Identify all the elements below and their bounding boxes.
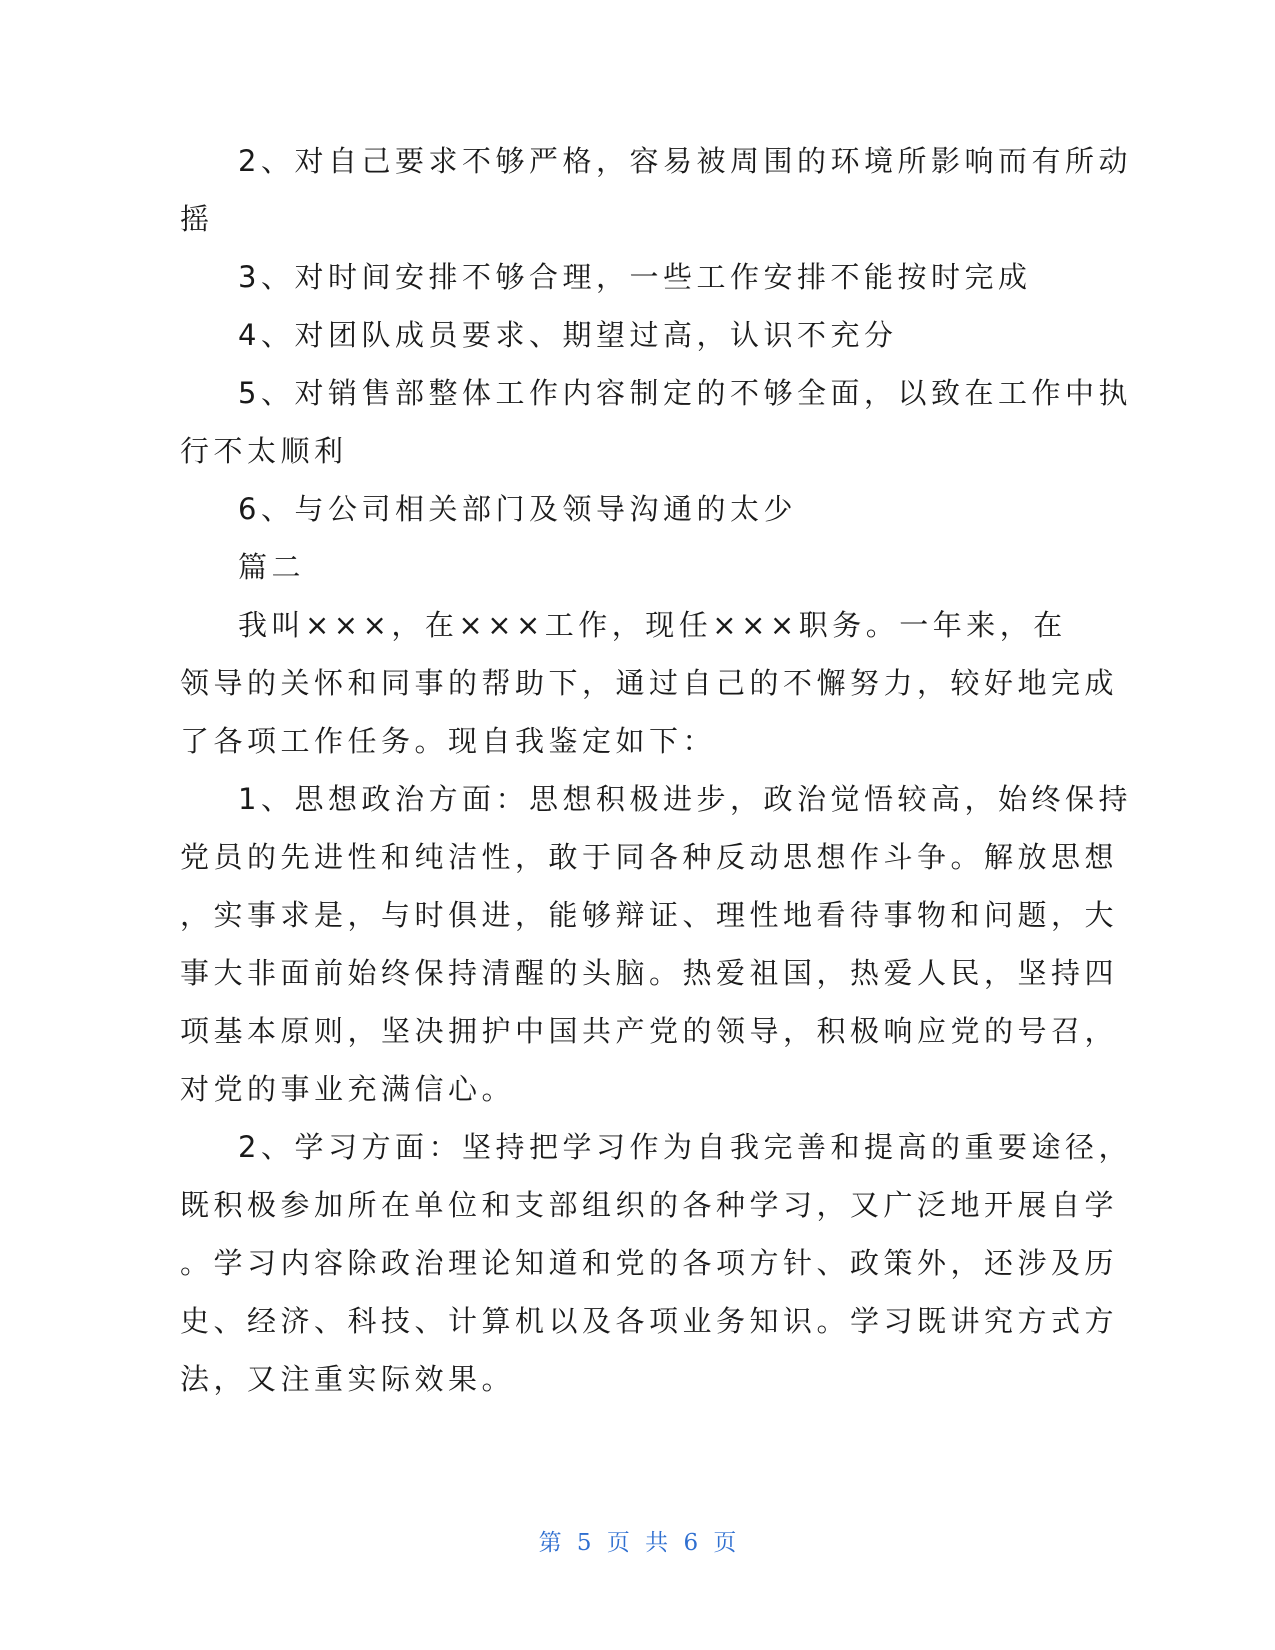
text-line: 行不太顺利 xyxy=(180,434,348,468)
text-line: 对党的事业充满信心。 xyxy=(180,1072,516,1106)
text-line: 。学习内容除政治理论知道和党的各项方针、政策外，还涉及历 xyxy=(180,1246,1119,1280)
page-number-footer: 第 5 页 共 6 页 xyxy=(538,1530,737,1556)
text-line: ，实事求是，与时俱进，能够辩证、理性地看待事物和问题，大 xyxy=(180,898,1119,932)
text-line: 法，又注重实际效果。 xyxy=(180,1362,516,1396)
text-line: 领导的关怀和同事的帮助下，通过自己的不懈努力，较好地完成 xyxy=(180,666,1119,700)
text-line: 既积极参加所在单位和支部组织的各种学习，又广泛地开展自学 xyxy=(180,1188,1119,1222)
text-line: 我叫×××，在×××工作，现任×××职务。一年来，在 xyxy=(238,608,1067,642)
section-heading: 篇二 xyxy=(238,550,306,584)
text-line: 史、经济、科技、计算机以及各项业务知识。学习既讲究方式方 xyxy=(180,1304,1119,1338)
text-line: 1、思想政治方面：思想积极进步，政治觉悟较高，始终保持 xyxy=(238,782,1132,816)
text-line: 6、与公司相关部门及领导沟通的太少 xyxy=(238,492,797,526)
text-line: 2、对自己要求不够严格，容易被周围的环境所影响而有所动 xyxy=(238,144,1132,178)
text-line: 5、对销售部整体工作内容制定的不够全面，以致在工作中执 xyxy=(238,376,1132,410)
text-line: 3、对时间安排不够合理，一些工作安排不能按时完成 xyxy=(238,260,1032,294)
text-line: 2、学习方面：坚持把学习作为自我完善和提高的重要途径， xyxy=(238,1130,1132,1164)
text-line: 4、对团队成员要求、期望过高，认识不充分 xyxy=(238,318,898,352)
text-line: 了各项工作任务。现自我鉴定如下： xyxy=(180,724,717,758)
text-line: 党员的先进性和纯洁性，敢于同各种反动思想作斗争。解放思想 xyxy=(180,840,1119,874)
text-line: 摇 xyxy=(180,202,214,236)
text-line: 项基本原则，坚决拥护中国共产党的领导，积极响应党的号召， xyxy=(180,1014,1119,1048)
text-line: 事大非面前始终保持清醒的头脑。热爱祖国，热爱人民，坚持四 xyxy=(180,956,1119,990)
